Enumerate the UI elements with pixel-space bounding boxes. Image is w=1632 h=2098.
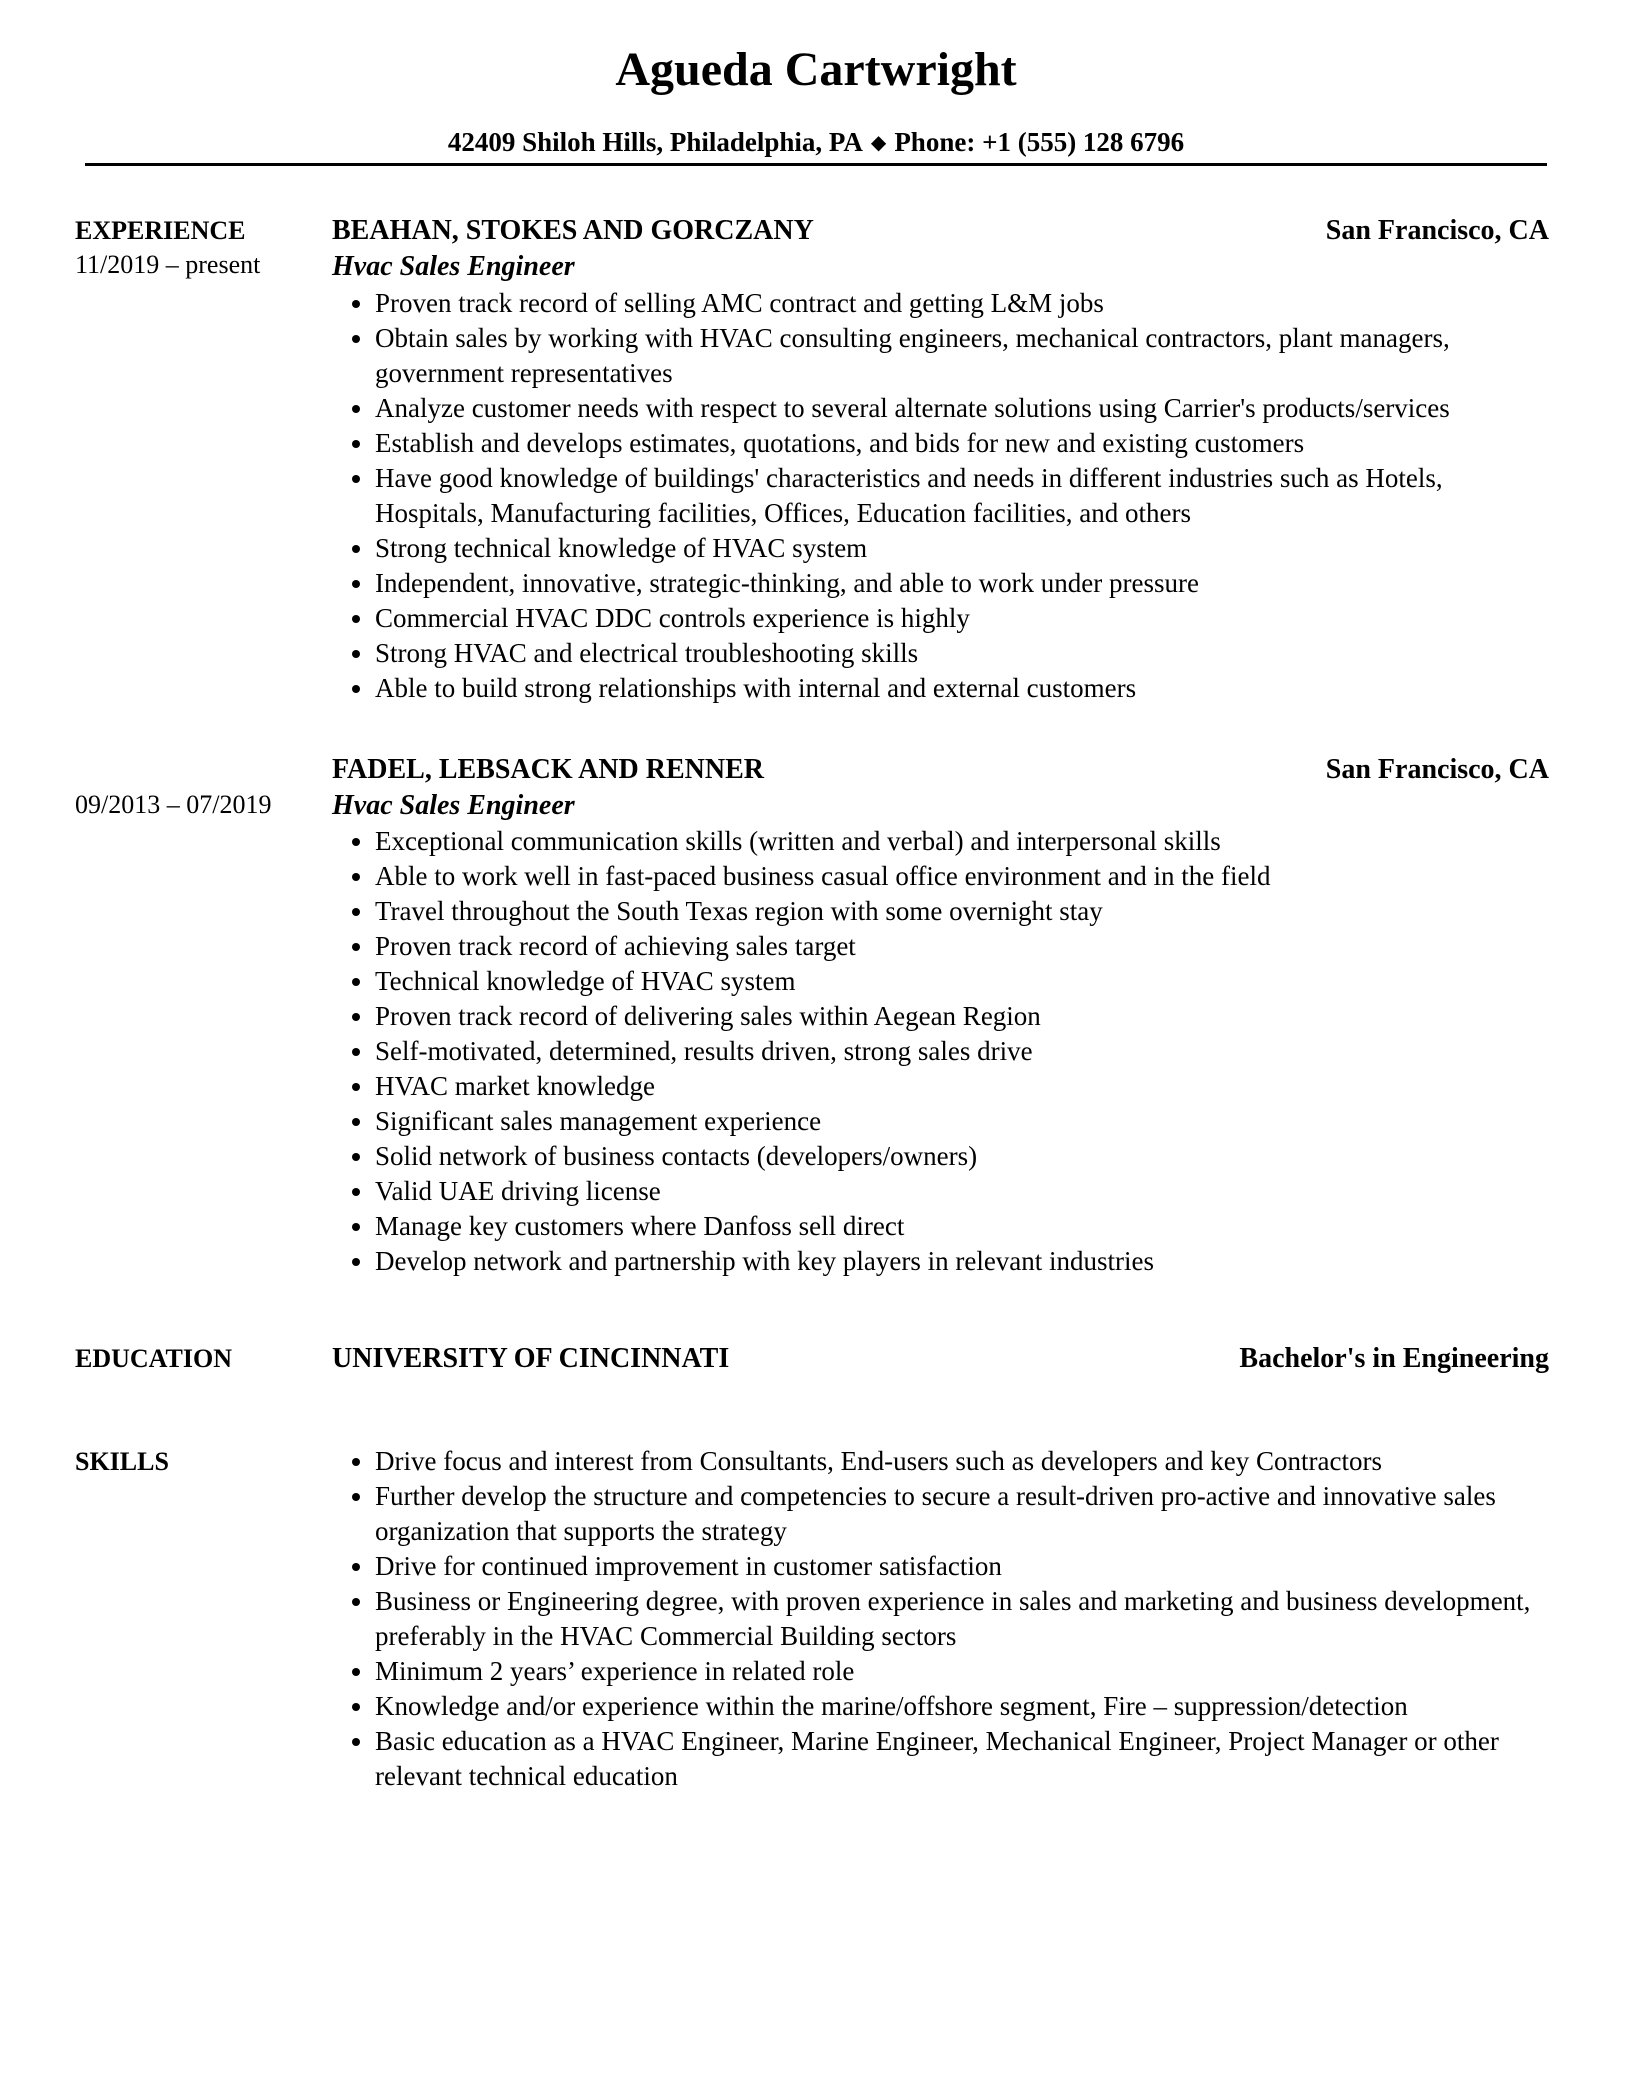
list-item: Drive for continued improvement in customer satisfaction <box>332 1549 1532 1584</box>
experience-heading: EXPERIENCE <box>75 216 246 245</box>
job-company: FADEL, LEBSACK AND RENNER <box>332 754 764 785</box>
list-item: Minimum 2 years’ experience in related role <box>332 1654 1532 1689</box>
job-title: Hvac Sales Engineer <box>332 790 575 821</box>
list-item: Analyze customer needs with respect to several alternate solutions using Carrier's products/services <box>332 391 1532 426</box>
list-item: Exceptional communication skills (written and verbal) and interpersonal skills <box>332 824 1532 859</box>
list-item: HVAC market knowledge <box>332 1069 1532 1104</box>
list-item: Knowledge and/or experience within the marine/offshore segment, Fire – suppression/detection <box>332 1689 1532 1724</box>
job-title: Hvac Sales Engineer <box>332 251 575 282</box>
job-location: San Francisco, CA <box>1325 754 1549 785</box>
list-item: Business or Engineering degree, with proven experience in sales and marketing and business development, preferably in the HVAC Commercial Building sectors <box>332 1584 1532 1654</box>
list-item: Self-motivated, determined, results driven, strong sales drive <box>332 1034 1532 1069</box>
job-company: BEAHAN, STOKES AND GORCZANY <box>332 215 814 246</box>
job-bullets <box>332 824 1532 1279</box>
diamond-separator-icon: ◆ <box>870 132 887 154</box>
list-item: Strong technical knowledge of HVAC system <box>332 531 1532 566</box>
list-item: Manage key customers where Danfoss sell direct <box>332 1209 1532 1244</box>
address: 42409 Shiloh Hills, Philadelphia, PA <box>447 127 863 157</box>
list-item: Valid UAE driving license <box>332 1174 1532 1209</box>
list-item: Travel throughout the South Texas region with some overnight stay <box>332 894 1532 929</box>
list-item: Able to build strong relationships with internal and external customers <box>332 671 1532 706</box>
contact-line <box>0 124 1632 163</box>
job-dates: 11/2019 – present <box>75 250 261 279</box>
list-item: Proven track record of achieving sales target <box>332 929 1532 964</box>
list-item: Develop network and partnership with key players in relevant industries <box>332 1244 1532 1279</box>
skills-heading: SKILLS <box>75 1447 169 1476</box>
list-item: Obtain sales by working with HVAC consulting engineers, mechanical contractors, plant managers, government representatives <box>332 321 1532 391</box>
list-item: Have good knowledge of buildings' characteristics and needs in different industries such as Hotels, Hospitals, Manufacturing facilities, Offices, Education facilities, and others <box>332 461 1532 531</box>
phone: Phone: +1 (555) 128 6796 <box>894 127 1185 157</box>
education-heading: EDUCATION <box>75 1344 232 1373</box>
header-divider <box>85 163 1547 166</box>
job-location: San Francisco, CA <box>1325 215 1549 246</box>
job-dates: 09/2013 – 07/2019 <box>75 790 272 819</box>
list-item: Technical knowledge of HVAC system <box>332 964 1532 999</box>
list-item: Proven track record of delivering sales within Aegean Region <box>332 999 1532 1034</box>
list-item: Drive focus and interest from Consultants, End-users such as developers and key Contractors <box>332 1444 1532 1479</box>
school-name: UNIVERSITY OF CINCINNATI <box>332 1343 730 1374</box>
list-item: Commercial HVAC DDC controls experience is highly <box>332 601 1532 636</box>
list-item: Strong HVAC and electrical troubleshooting skills <box>332 636 1532 671</box>
job-bullets <box>332 286 1532 706</box>
list-item: Independent, innovative, strategic-thinking, and able to work under pressure <box>332 566 1532 601</box>
list-item: Solid network of business contacts (developers/owners) <box>332 1139 1532 1174</box>
candidate-name: Agueda Cartwright <box>615 43 1017 96</box>
list-item: Basic education as a HVAC Engineer, Marine Engineer, Mechanical Engineer, Project Manager or other relevant technical education <box>332 1724 1532 1794</box>
list-item: Proven track record of selling AMC contract and getting L&M jobs <box>332 286 1532 321</box>
list-item: Further develop the structure and competencies to secure a result-driven pro-active and innovative sales organization that supports the strategy <box>332 1479 1532 1549</box>
list-item: Establish and develops estimates, quotations, and bids for new and existing customers <box>332 426 1532 461</box>
list-item: Significant sales management experience <box>332 1104 1532 1139</box>
list-item: Able to work well in fast-paced business casual office environment and in the field <box>332 859 1532 894</box>
skills-list <box>332 1444 1532 1794</box>
degree: Bachelor's in Engineering <box>1239 1343 1549 1374</box>
